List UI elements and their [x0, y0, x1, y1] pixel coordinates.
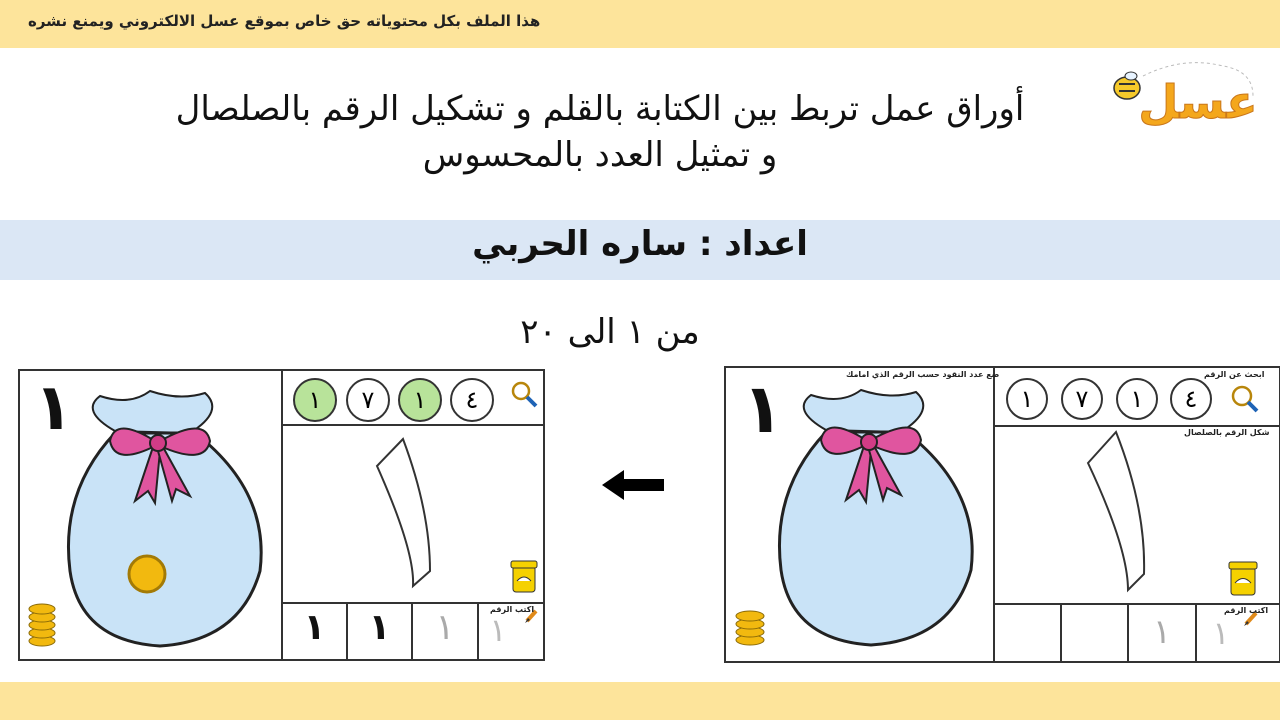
search-circle-1: ١ — [293, 378, 337, 422]
write-cell-2: ١ — [368, 607, 391, 648]
clay-digit-outline — [377, 439, 430, 586]
money-bag-image — [779, 390, 972, 645]
search-circle-4: ٤ — [450, 378, 494, 422]
copyright-notice: هذا الملف بكل محتوياته حق خاص بموقع عسل الالكتروني ويمنع نشره — [28, 12, 541, 30]
search-circle-3: ١ — [1116, 378, 1158, 420]
arrow-left-icon — [600, 468, 668, 502]
coin-stack-icon — [736, 611, 764, 645]
search-circle-2: ٧ — [1061, 378, 1103, 420]
title-line-2: و تمثيل العدد بالمحسوس — [422, 135, 778, 175]
magnifier-icon — [513, 383, 536, 406]
find-number-label: ابحث عن الرقم — [1204, 370, 1265, 379]
write-cell-4: ١ — [1212, 614, 1230, 652]
asal-logo — [1103, 56, 1263, 146]
search-circle-1: ١ — [1006, 378, 1048, 420]
author-credit: اعداد : ساره الحربي — [472, 224, 808, 264]
coin-placed — [129, 556, 165, 592]
page-title — [130, 86, 1070, 178]
worksheet-template-blank — [724, 366, 1280, 663]
write-cell-4: ١ — [489, 611, 507, 649]
put-coins-label: ضع عدد النقود حسب الرقم الذي امامك — [846, 370, 1000, 379]
title-line-1: أوراق عمل تربط بين الكتابة بالقلم و تشكيل الرقم بالصلصال — [175, 89, 1025, 129]
clay-jar-icon — [511, 561, 537, 592]
write-cell-3: ١ — [435, 607, 455, 648]
magnifier-icon — [1233, 387, 1257, 411]
clay-jar-icon — [1229, 562, 1257, 595]
bottom-banner — [0, 682, 1280, 720]
write-number-label: اكتب الرقم — [1224, 606, 1269, 615]
write-number-label: اكتب الرقم — [490, 605, 535, 614]
write-cell-1: ١ — [303, 607, 326, 648]
big-digit: ١ — [34, 371, 74, 445]
coin-stack-icon — [29, 604, 55, 646]
search-circle-4: ٤ — [1170, 378, 1212, 420]
top-banner — [0, 0, 1280, 48]
number-range: من ١ الى ٢٠ — [520, 312, 700, 352]
write-cell-3: ١ — [1152, 612, 1172, 652]
money-bag-image — [68, 391, 261, 646]
logo-text: عسل — [1138, 75, 1258, 129]
search-circle-3: ١ — [398, 378, 442, 422]
big-digit: ١ — [742, 370, 784, 449]
clay-digit-outline — [1088, 432, 1144, 590]
shape-clay-label: شكل الرقم بالصلصال — [1184, 428, 1270, 437]
search-circle-2: ٧ — [346, 378, 390, 422]
worksheet-example-completed — [18, 369, 545, 661]
